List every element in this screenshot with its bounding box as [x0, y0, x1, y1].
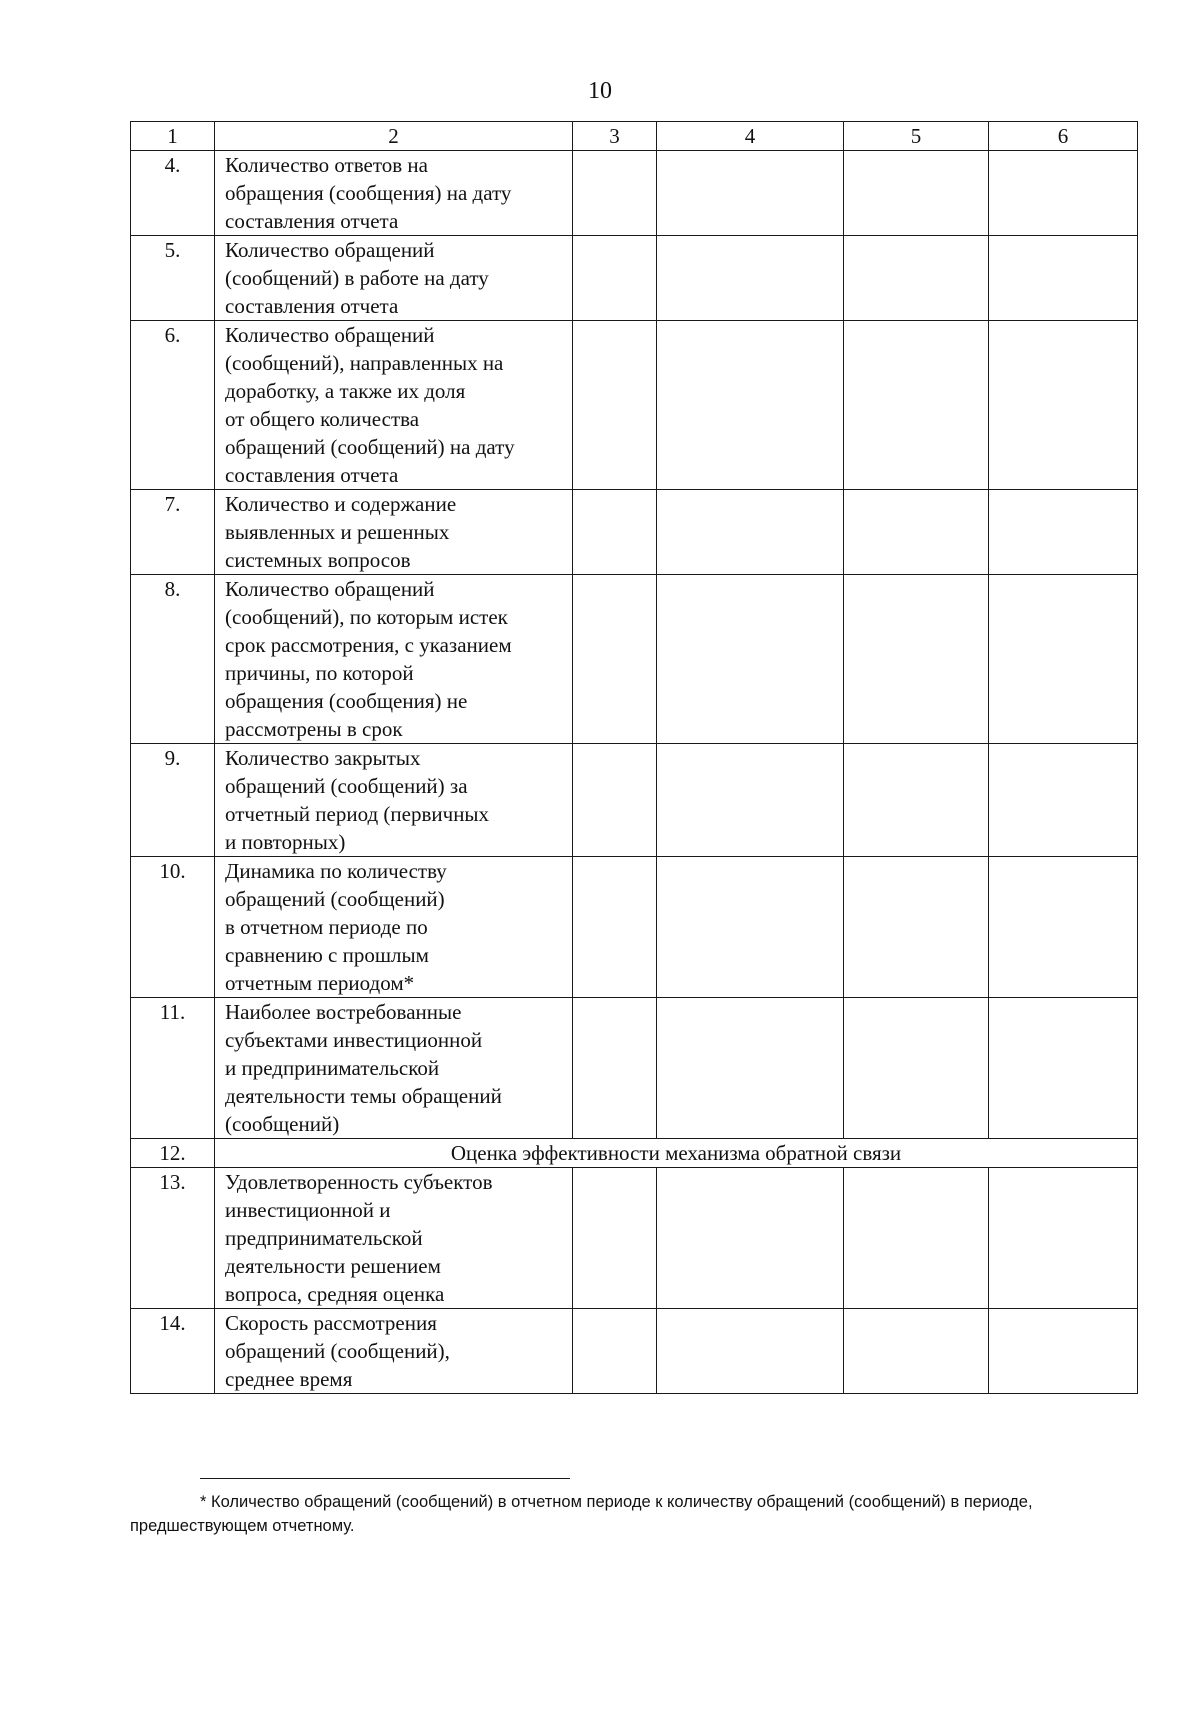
value-cell[interactable] — [657, 575, 844, 744]
value-cell[interactable] — [989, 490, 1138, 575]
section-title: Оценка эффективности механизма обратной связи — [215, 1139, 1138, 1168]
value-cell[interactable] — [657, 490, 844, 575]
table-header-row — [131, 122, 1138, 151]
value-cell[interactable] — [657, 151, 844, 236]
value-cell[interactable] — [989, 857, 1138, 998]
row-indicator: Количество закрытых обращений (сообщений) за отчетный период (первичных и повторных) — [215, 744, 573, 857]
table-row — [131, 857, 1138, 998]
value-cell[interactable] — [989, 1168, 1138, 1309]
footnote-divider — [200, 1478, 570, 1479]
value-cell[interactable] — [657, 321, 844, 490]
value-cell[interactable] — [573, 151, 657, 236]
value-cell[interactable] — [989, 1309, 1138, 1394]
table-row — [131, 236, 1138, 321]
value-cell[interactable] — [573, 575, 657, 744]
value-cell[interactable] — [573, 857, 657, 998]
table-row — [131, 321, 1138, 490]
value-cell[interactable] — [989, 998, 1138, 1139]
value-cell[interactable] — [657, 998, 844, 1139]
value-cell[interactable] — [657, 857, 844, 998]
row-indicator: Скорость рассмотрения обращений (сообщений), среднее время — [215, 1309, 573, 1394]
value-cell[interactable] — [844, 1168, 989, 1309]
row-number: 9. — [131, 744, 215, 857]
header-cell-5: 5 — [844, 122, 989, 151]
table-row — [131, 151, 1138, 236]
value-cell[interactable] — [844, 321, 989, 490]
table-row — [131, 998, 1138, 1139]
table-row — [131, 1309, 1138, 1394]
header-cell-2: 2 — [215, 122, 573, 151]
row-number: 4. — [131, 151, 215, 236]
value-cell[interactable] — [989, 744, 1138, 857]
row-number: 12. — [131, 1139, 215, 1168]
value-cell[interactable] — [844, 1309, 989, 1394]
header-cell-3: 3 — [573, 122, 657, 151]
value-cell[interactable] — [657, 236, 844, 321]
row-number: 14. — [131, 1309, 215, 1394]
value-cell[interactable] — [989, 575, 1138, 744]
value-cell[interactable] — [573, 998, 657, 1139]
table-row — [131, 575, 1138, 744]
value-cell[interactable] — [989, 151, 1138, 236]
header-cell-6: 6 — [989, 122, 1138, 151]
row-number: 10. — [131, 857, 215, 998]
table-row — [131, 490, 1138, 575]
row-indicator: Динамика по количеству обращений (сообщений) в отчетном периоде по сравнению с прошлым отчетным периодом* — [215, 857, 573, 998]
header-cell-4: 4 — [657, 122, 844, 151]
row-number: 7. — [131, 490, 215, 575]
header-cell-1: 1 — [131, 122, 215, 151]
row-indicator: Удовлетворенность субъектов инвестиционной и предпринимательской деятельности решением вопроса, средняя оценка — [215, 1168, 573, 1309]
value-cell[interactable] — [989, 236, 1138, 321]
report-table — [130, 121, 1138, 1394]
value-cell[interactable] — [844, 236, 989, 321]
value-cell[interactable] — [573, 744, 657, 857]
row-number: 6. — [131, 321, 215, 490]
value-cell[interactable] — [573, 1168, 657, 1309]
value-cell[interactable] — [844, 857, 989, 998]
section-row — [131, 1139, 1138, 1168]
value-cell[interactable] — [844, 744, 989, 857]
value-cell[interactable] — [573, 236, 657, 321]
value-cell[interactable] — [657, 1309, 844, 1394]
value-cell[interactable] — [657, 1168, 844, 1309]
value-cell[interactable] — [657, 744, 844, 857]
value-cell[interactable] — [844, 998, 989, 1139]
row-number: 13. — [131, 1168, 215, 1309]
table-row — [131, 1168, 1138, 1309]
table-row — [131, 744, 1138, 857]
value-cell[interactable] — [844, 575, 989, 744]
footnote: * Количество обращений (сообщений) в отчетном периоде к количеству обращений (сообщений) в периоде, предшествующем отчетному. — [130, 1493, 1033, 1535]
row-number: 8. — [131, 575, 215, 744]
value-cell[interactable] — [573, 1309, 657, 1394]
row-indicator: Количество ответов на обращения (сообщения) на дату составления отчета — [215, 151, 573, 236]
row-indicator: Количество и содержание выявленных и решенных системных вопросов — [215, 490, 573, 575]
value-cell[interactable] — [573, 321, 657, 490]
row-number: 11. — [131, 998, 215, 1139]
row-indicator: Количество обращений (сообщений) в работе на дату составления отчета — [215, 236, 573, 321]
row-number: 5. — [131, 236, 215, 321]
value-cell[interactable] — [989, 321, 1138, 490]
row-indicator: Наиболее востребованные субъектами инвестиционной и предпринимательской деятельности темы обращений (сообщений) — [215, 998, 573, 1139]
value-cell[interactable] — [844, 490, 989, 575]
row-indicator: Количество обращений (сообщений), направленных на доработку, а также их доля от общего количества обращений (сообщений) на дату составления отчета — [215, 321, 573, 490]
value-cell[interactable] — [844, 151, 989, 236]
page-number: 10 — [588, 78, 612, 104]
value-cell[interactable] — [573, 490, 657, 575]
row-indicator: Количество обращений (сообщений), по которым истек срок рассмотрения, с указанием причины, по которой обращения (сообщения) не рассмотрены в срок — [215, 575, 573, 744]
